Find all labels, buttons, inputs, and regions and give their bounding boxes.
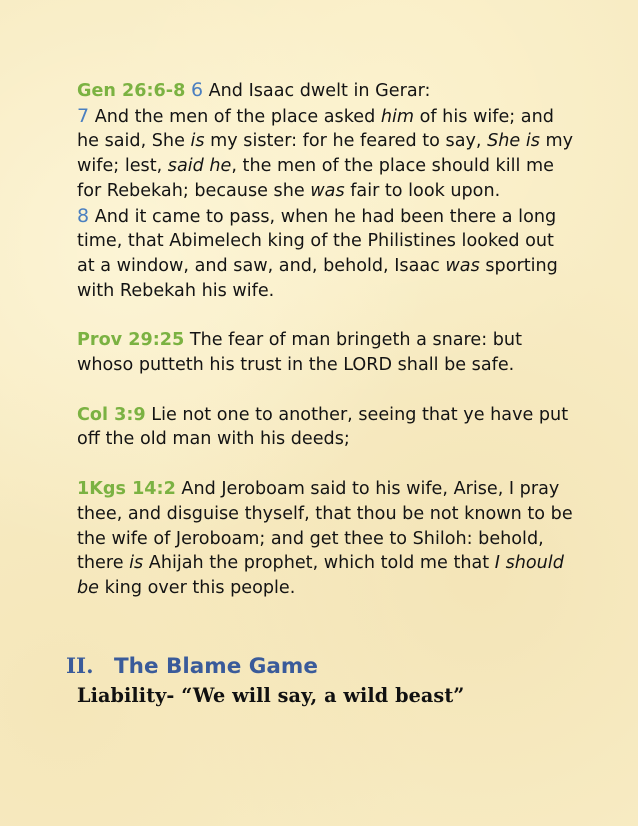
verse-text: my sister: for he feared to say,	[204, 131, 488, 152]
verse-text: my wife; lest,	[77, 131, 574, 177]
section-heading	[66, 653, 606, 681]
italic-text: She is	[487, 131, 540, 152]
verse-text: The fear of man bringeth a snare: but whoso putteth his trust in the LORD shall be safe.	[77, 330, 522, 376]
prov-passage	[77, 328, 577, 377]
verse-number-7: 7	[77, 104, 90, 127]
verse-text: of his wife; and he said, She	[77, 106, 554, 152]
reference-gen: Gen 26:6-8	[77, 81, 186, 101]
verse-text: Ahijah the prophet, which told me that	[143, 553, 495, 574]
italic-text: was	[445, 255, 480, 276]
verse-text: And it came to pass, when he had been there a long time, that Abimelech king of the Philistines looked out at a window, and saw, and, behold, Isaac	[77, 206, 557, 276]
verse-number-6: 6	[190, 79, 204, 101]
verse-7	[77, 104, 577, 204]
verse-text: And Jeroboam said to his wife, Arise, I pray thee, and disguise thyself, that thou be not known to be the wife of Jeroboam; and get thee to Shiloh: behold, there	[77, 479, 573, 574]
reference-prov: Prov 29:25	[77, 330, 185, 351]
verse-8	[77, 204, 577, 304]
italic-text: is	[190, 131, 205, 152]
verse-number-8: 8	[77, 204, 90, 227]
reference-col: Col 3:9	[77, 404, 146, 425]
italic-text: was	[310, 180, 345, 201]
gen-passage	[77, 78, 577, 104]
verse-text: king over this people.	[99, 577, 296, 598]
italic-text: him	[380, 106, 415, 127]
section-title: The Blame Game	[114, 654, 318, 679]
section-subtitle: Liability- “We will say, a wild beast”	[77, 684, 465, 707]
col-passage	[77, 403, 577, 452]
verse-text: , the men of the place should kill me for Rebekah; because she	[77, 156, 554, 201]
verse-text: fair to look upon.	[344, 180, 501, 201]
scripture-content	[77, 78, 577, 601]
verse-text: And the men of the place asked	[94, 106, 381, 127]
verse-text: sporting with Rebekah his wife.	[77, 255, 558, 301]
kgs-passage	[77, 477, 577, 601]
italic-text: is	[129, 553, 144, 574]
verse-text: Lie not one to another, seeing that ye have put off the old man with his deeds;	[77, 404, 569, 450]
italic-text: said he	[167, 156, 232, 177]
reference-kgs: 1Kgs 14:2	[77, 479, 176, 500]
verse-6-text: And Isaac dwelt in Gerar:	[208, 81, 431, 101]
italic-text: I should be	[77, 553, 564, 598]
section-number: II.	[66, 654, 94, 679]
